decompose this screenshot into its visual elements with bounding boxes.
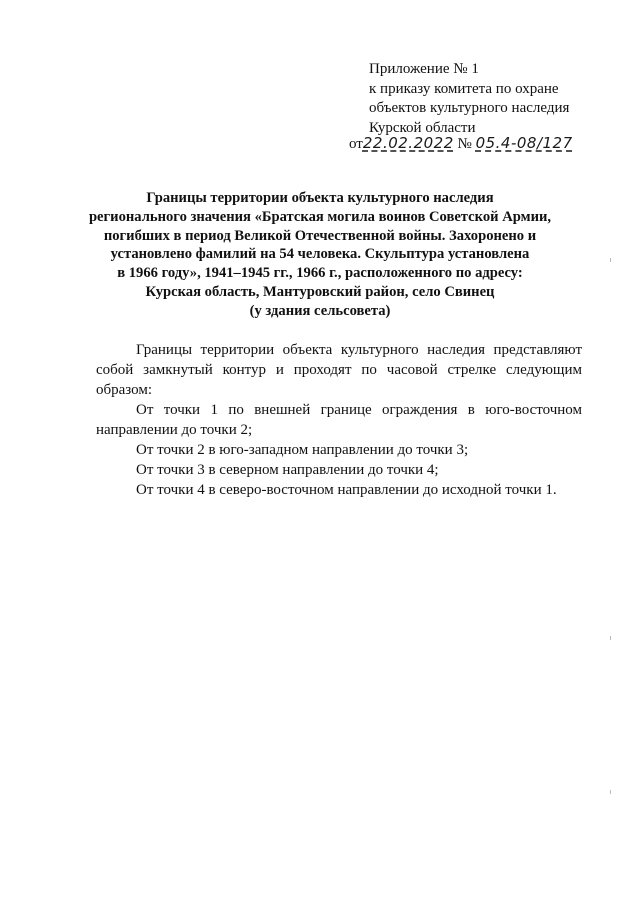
scan-artifact (610, 636, 611, 640)
title-line: в 1966 году», 1941–1945 гг., 1966 г., расположенного по адресу: (117, 265, 523, 282)
number-label: № (457, 136, 472, 152)
from-label: от (349, 136, 363, 152)
handwritten-number: 05.4-08/127 (475, 134, 573, 152)
handwritten-date: 22.02.2022 (362, 134, 454, 152)
title-line: Курская область, Мантуровский район, село Свинец (145, 283, 495, 300)
paragraph-point-2: От точки 2 в юго-западном направлении до точки 3; (136, 442, 469, 458)
appendix-committee: объектов культурного наследия (369, 100, 570, 116)
order-date-number (349, 133, 609, 154)
title-line: Границы территории объекта культурного наследия (146, 190, 494, 206)
title-line: регионального значения «Братская могила воинов Советской Армии, (88, 208, 552, 225)
title-line: погибших в период Великой Отечественной войны. Захоронено и (103, 227, 537, 244)
document-title (60, 189, 580, 321)
title-line: установлено фамилий на 54 человека. Скульптура установлена (110, 246, 530, 263)
appendix-number: Приложение № 1 (369, 61, 479, 77)
scan-artifact (610, 790, 611, 794)
scan-artifact (610, 258, 611, 262)
paragraph-point-3: От точки 3 в северном направлении до точки 4; (136, 462, 439, 478)
title-line: (у здания сельсовета) (249, 302, 391, 319)
appendix-header (369, 60, 619, 138)
paragraph-intro-line: образом: (96, 382, 153, 398)
paragraph-point-1: От точки 1 по внешней границе ограждения в юго-восточном (136, 402, 582, 418)
paragraph-intro-line: Границы территории объекта культурного наследия представляют (136, 342, 582, 358)
paragraph-intro-line: собой замкнутый контур и проходят по часовой стрелке следующим (96, 362, 582, 378)
paragraph-point-1-cont: направлении до точки 2; (96, 422, 253, 438)
document-body (96, 340, 582, 500)
appendix-region: Курской области (369, 119, 476, 136)
appendix-order-ref: к приказу комитета по охране (369, 80, 559, 97)
paragraph-point-4: От точки 4 в северо-восточном направлении до исходной точки 1. (136, 482, 557, 498)
